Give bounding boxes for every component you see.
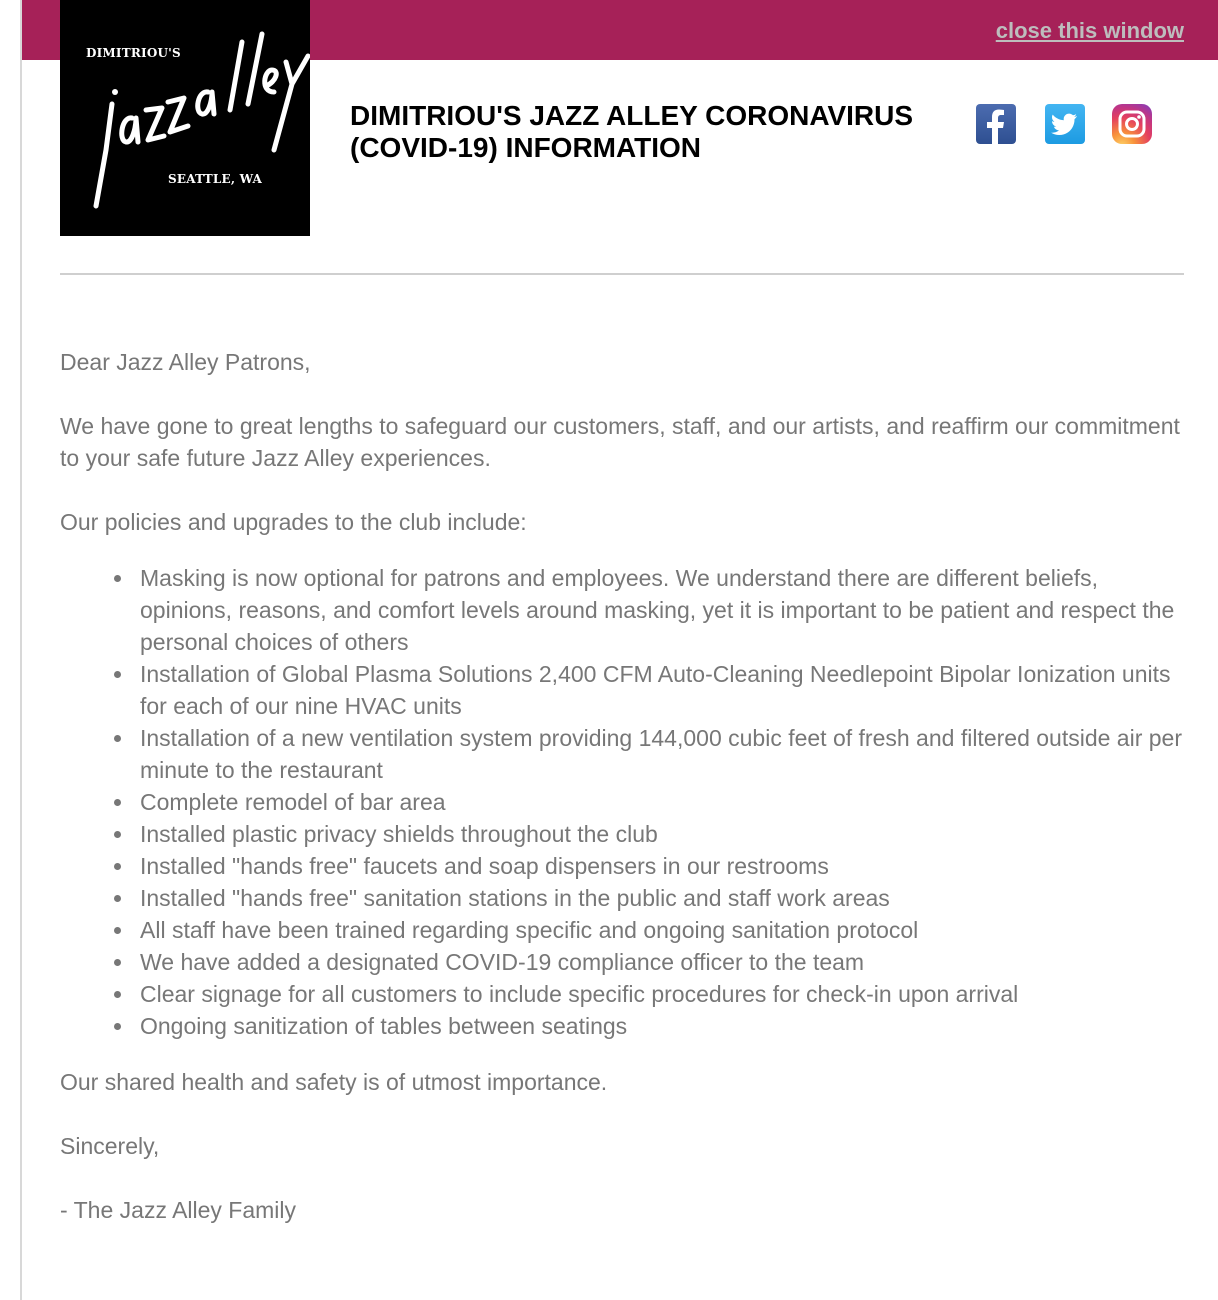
header-divider	[60, 273, 1184, 275]
greeting: Dear Jazz Alley Patrons,	[60, 349, 311, 375]
list-item: Installed "hands free" faucets and soap dispensers in our restrooms	[140, 850, 1190, 882]
logo-bottom-text: SEATTLE, WA	[168, 172, 263, 186]
logo-script-mark	[60, 0, 310, 236]
signature: - The Jazz Alley Family	[60, 1197, 297, 1223]
list-item: Masking is now optional for patrons and employees. We understand there are different beliefs, opinions, reasons, and comfort levels around masking, yet it is important to be patient and respect the personal choices of others	[140, 562, 1190, 658]
list-item: Installation of a new ventilation system providing 144,000 cubic feet of fresh and filtered outside air per minute to the restaurant	[140, 722, 1190, 786]
page-title: DIMITRIOU'S JAZZ ALLEY CORONAVIRUS (COVID-19) INFORMATION	[350, 100, 914, 163]
closing-statement: Our shared health and safety is of utmost importance.	[60, 1069, 608, 1095]
signoff: Sincerely,	[60, 1133, 160, 1159]
list-item: Complete remodel of bar area	[140, 786, 1190, 818]
logo-top-text: DIMITRIOU'S	[86, 46, 181, 60]
list-item: All staff have been trained regarding specific and ongoing sanitation protocol	[140, 914, 1190, 946]
close-window-link[interactable]: close this window	[995, 18, 1184, 43]
list-item: Installed plastic privacy shields throughout the club	[140, 818, 1190, 850]
policies-intro: Our policies and upgrades to the club include:	[60, 509, 527, 535]
jazz-alley-logo	[60, 0, 310, 236]
left-border	[20, 0, 22, 1300]
list-item: We have added a designated COVID-19 compliance officer to the team	[140, 946, 1190, 978]
list-item: Clear signage for all customers to include specific procedures for check-in upon arrival	[140, 978, 1190, 1010]
policy-list	[60, 562, 1190, 1042]
list-item: Installed "hands free" sanitation stations in the public and staff work areas	[140, 882, 1190, 914]
list-item: Ongoing sanitization of tables between seatings	[140, 1010, 1190, 1042]
facebook-icon[interactable]	[976, 104, 1016, 144]
twitter-icon[interactable]	[1045, 104, 1085, 144]
instagram-icon[interactable]	[1112, 104, 1152, 144]
list-item: Installation of Global Plasma Solutions 2,400 CFM Auto-Cleaning Needlepoint Bipolar Ionization units for each of our nine HVAC units	[140, 658, 1190, 722]
intro-paragraph: We have gone to great lengths to safeguard our customers, staff, and our artists, and reaffirm our commitment to your safe future Jazz Alley experiences.	[60, 413, 1180, 471]
